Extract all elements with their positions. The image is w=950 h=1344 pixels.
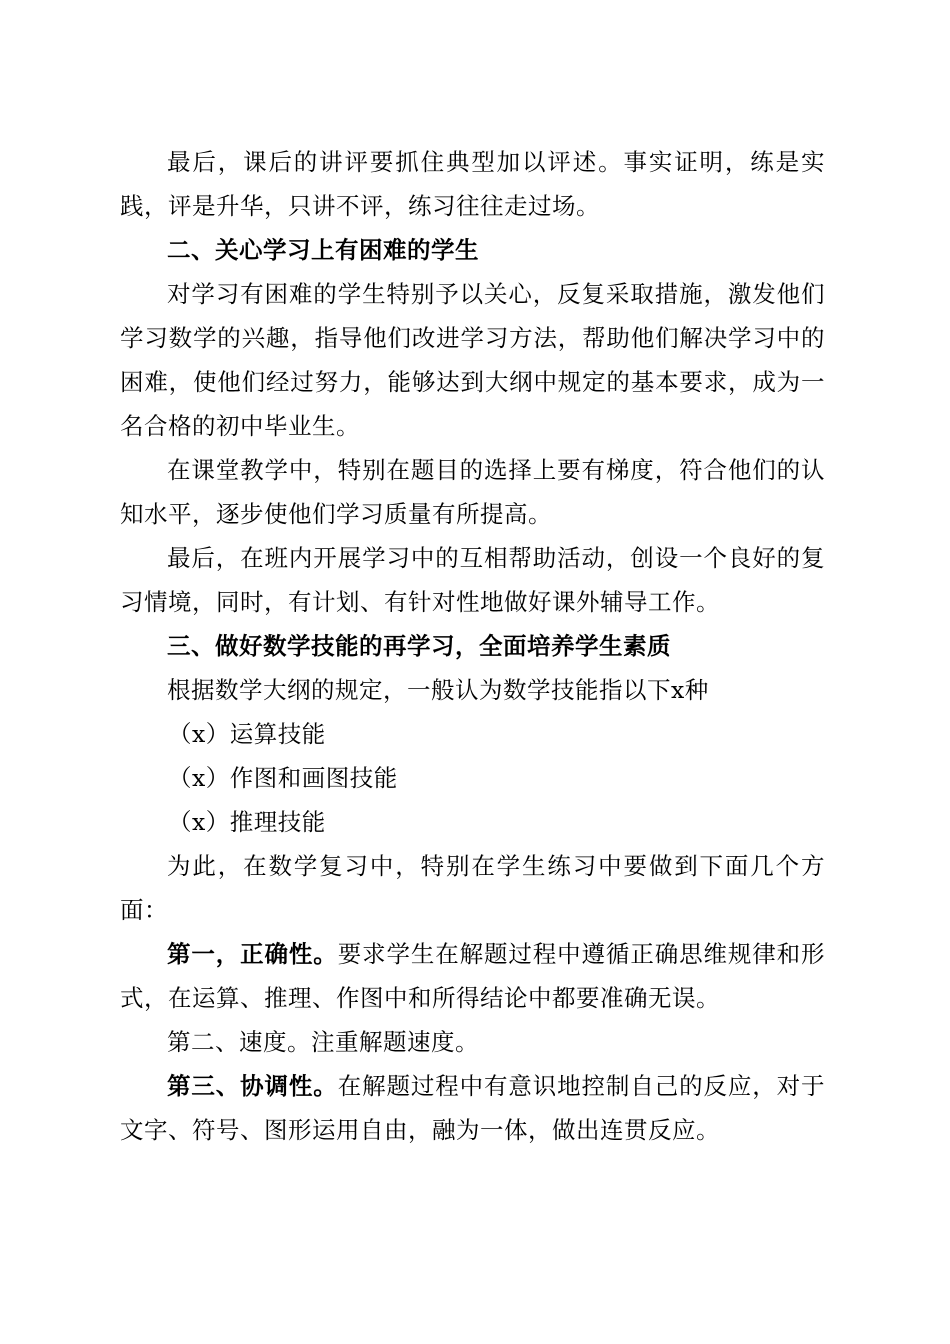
paragraph-classroom-teaching: 在课堂教学中，特别在题目的选择上要有梯度，符合他们的认知水平，逐步使他们学习质量有所提高。 — [120, 456, 825, 528]
document-body — [120, 140, 825, 1152]
section-heading-2: 二、关心学习上有困难的学生 — [167, 236, 479, 264]
section-heading-3: 三、做好数学技能的再学习，全面培养学生素质 — [167, 632, 671, 660]
point-coordination — [120, 1064, 825, 1152]
list-item: （x）运算技能 — [168, 720, 326, 748]
point-speed-text: 注重解题速度。 — [311, 1028, 479, 1056]
point-correctness — [120, 932, 825, 1020]
point-correctness-lead: 第一，正确性。 — [167, 940, 338, 968]
list-item: （x）推理技能 — [168, 808, 326, 836]
point-correctness-text: 要求学生在解题过程中遵循正确思维规律和形式，在运算、推理、作图中和所得结论中都要准确无误。 — [120, 940, 826, 1012]
point-speed-lead: 第二、速度。 — [167, 1028, 311, 1056]
point-coordination-lead: 第三、协调性。 — [167, 1072, 338, 1100]
paragraph-struggling-students: 对学习有困难的学生特别予以关心，反复采取措施，激发他们学习数学的兴趣，指导他们改进学习方法，帮助他们解决学习中的困难，使他们经过努力，能够达到大纲中规定的基本要求，成为一名合格的初中毕业生。 — [120, 280, 825, 440]
paragraph-review: 最后，课后的讲评要抓住典型加以评述。事实证明，练是实践，评是升华，只讲不评，练习往往走过场。 — [120, 148, 825, 220]
paragraph-aspects-intro: 为此，在数学复习中，特别在学生练习中要做到下面几个方面： — [120, 852, 825, 924]
point-coordination-text: 在解题过程中有意识地控制自己的反应，对于文字、符号、图形运用自由，融为一体，做出连贯反应。 — [120, 1072, 826, 1144]
paragraph-math-skills: 根据数学大纲的规定，一般认为数学技能指以下x种 — [167, 676, 709, 704]
paragraph-mutual-help: 最后，在班内开展学习中的互相帮助活动，创设一个良好的复习情境，同时，有计划、有针对性地做好课外辅导工作。 — [120, 544, 825, 616]
point-speed — [120, 1020, 825, 1064]
list-item: （x）作图和画图技能 — [168, 764, 398, 792]
